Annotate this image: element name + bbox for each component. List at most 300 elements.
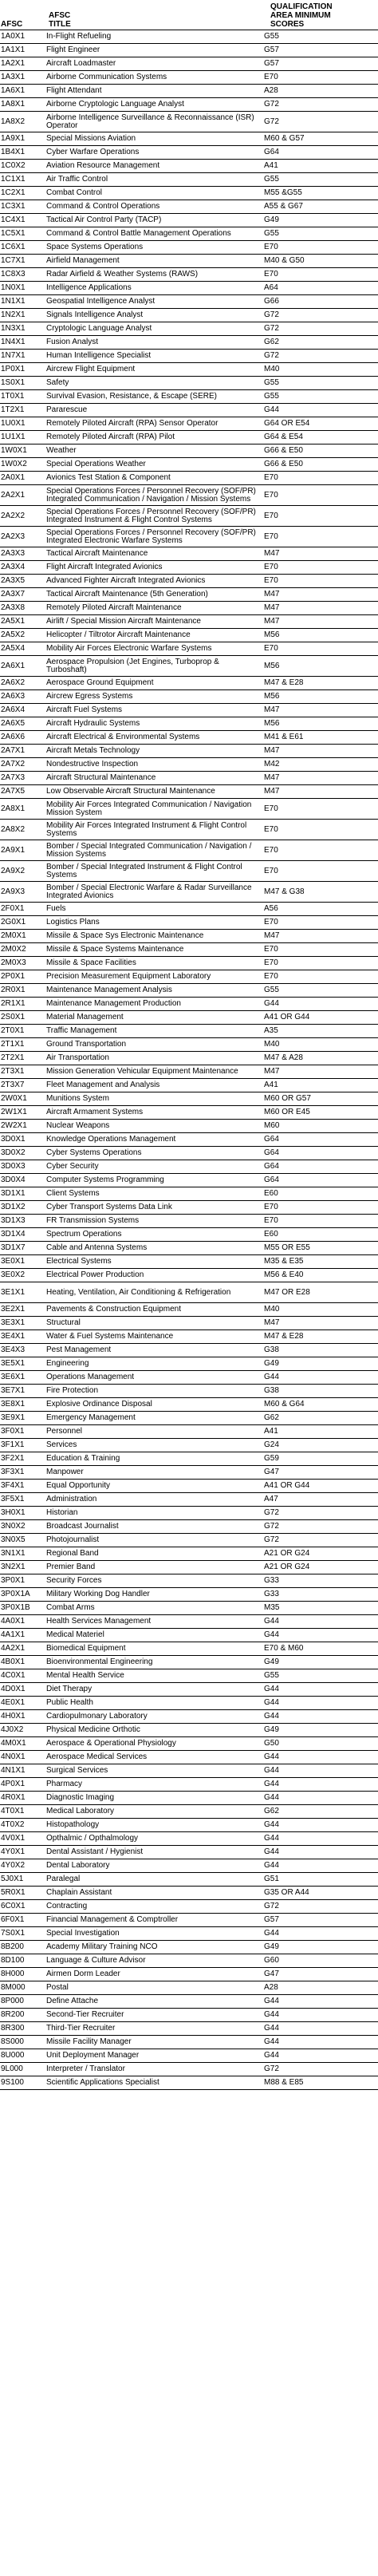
title-cell: Missile Facility Manager: [44, 2036, 262, 2049]
title-cell: Diet Therapy: [44, 1683, 262, 1697]
score-cell: G60: [262, 1954, 378, 1968]
table-row: [0, 820, 378, 840]
title-cell: Cyber Warfare Operations: [44, 146, 262, 160]
title-cell: Financial Management & Comptroller: [44, 1914, 262, 1927]
score-cell: G33: [262, 1574, 378, 1588]
score-cell: M47: [262, 547, 378, 561]
title-cell: Fleet Management and Analysis: [44, 1079, 262, 1092]
title-cell: Aircraft Hydraulic Systems: [44, 717, 262, 731]
afsc-cell: 9S100: [0, 2076, 44, 2090]
score-cell: E70: [262, 268, 378, 282]
table-row: [0, 561, 378, 575]
title-cell: Radar Airfield & Weather Systems (RAWS): [44, 268, 262, 282]
score-cell: M55 OR E55: [262, 1242, 378, 1255]
afsc-cell: 1T2X1: [0, 404, 44, 417]
afsc-cell: 3E4X1: [0, 1330, 44, 1344]
table-row: [0, 527, 378, 547]
table-row: [0, 1859, 378, 1873]
title-cell: Airfield Management: [44, 255, 262, 268]
table-row: [0, 1466, 378, 1480]
afsc-cell: 2W1X1: [0, 1106, 44, 1120]
afsc-cell: 4N1X1: [0, 1764, 44, 1778]
afsc-cell: 2A8X1: [0, 799, 44, 820]
afsc-cell: 2A6X4: [0, 704, 44, 717]
score-cell: G66 & E50: [262, 458, 378, 472]
afsc-cell: 1C3X1: [0, 200, 44, 214]
table-row: [0, 390, 378, 404]
score-cell: G50: [262, 1737, 378, 1751]
table-row: [0, 1954, 378, 1968]
title-cell: Command & Control Operations: [44, 200, 262, 214]
header-score-line1: QUALIFICATION: [270, 2, 333, 11]
title-cell: Bomber / Special Integrated Instrument & Flight Control Systems: [44, 861, 262, 882]
score-cell: A28: [262, 85, 378, 98]
title-cell: Safety: [44, 377, 262, 390]
title-cell: Mobility Air Forces Integrated Instrument & Flight Control Systems: [44, 820, 262, 840]
score-cell: A47: [262, 1493, 378, 1507]
table-row: [0, 187, 378, 200]
score-cell: A41 OR G44: [262, 1480, 378, 1493]
score-cell: G57: [262, 57, 378, 71]
afsc-cell: 3E9X1: [0, 1412, 44, 1425]
title-cell: Airborne Communication Systems: [44, 71, 262, 85]
title-cell: Postal: [44, 1981, 262, 1995]
table-row: [0, 1547, 378, 1561]
title-cell: Advanced Fighter Aircraft Integrated Avionics: [44, 575, 262, 588]
afsc-cell: 3E8X1: [0, 1398, 44, 1412]
score-cell: G62: [262, 1805, 378, 1819]
afsc-cell: 2A7X5: [0, 785, 44, 799]
afsc-cell: 2A6X1: [0, 656, 44, 677]
afsc-cell: 2A6X6: [0, 731, 44, 745]
afsc-cell: 6C0X1: [0, 1900, 44, 1914]
score-cell: M40: [262, 363, 378, 377]
title-cell: Missile & Space Sys Electronic Maintenance: [44, 930, 262, 943]
afsc-cell: 3F2X1: [0, 1452, 44, 1466]
title-cell: Command & Control Battle Management Operations: [44, 227, 262, 241]
title-cell: Material Management: [44, 1011, 262, 1025]
title-cell: Operations Management: [44, 1371, 262, 1385]
score-cell: E70: [262, 506, 378, 527]
title-cell: Special Operations Forces / Personnel Recovery (SOF/PR) Integrated Electronic Warfare Systems: [44, 527, 262, 547]
table-row: [0, 1317, 378, 1330]
table-row: [0, 1065, 378, 1079]
table-row: [0, 282, 378, 295]
score-cell: G72: [262, 322, 378, 336]
title-cell: Weather: [44, 444, 262, 458]
afsc-cell: 1A3X1: [0, 71, 44, 85]
table-row: [0, 984, 378, 998]
score-cell: M47: [262, 1065, 378, 1079]
title-cell: Tactical Aircraft Maintenance: [44, 547, 262, 561]
afsc-cell: 2A2X2: [0, 506, 44, 527]
table-row: [0, 1981, 378, 1995]
score-cell: E70: [262, 799, 378, 820]
table-row: [0, 1425, 378, 1439]
title-cell: Electrical Systems: [44, 1255, 262, 1269]
afsc-cell: 2A3X7: [0, 588, 44, 602]
table-row: [0, 970, 378, 984]
title-cell: Pharmacy: [44, 1778, 262, 1792]
afsc-cell: 4J0X2: [0, 1724, 44, 1737]
table-row: [0, 717, 378, 731]
score-cell: E60: [262, 1228, 378, 1242]
score-cell: M47: [262, 1317, 378, 1330]
title-cell: Academy Military Training NCO: [44, 1941, 262, 1954]
afsc-cell: 1C4X1: [0, 214, 44, 227]
score-cell: A21 OR G24: [262, 1547, 378, 1561]
score-cell: G38: [262, 1385, 378, 1398]
table-row: [0, 1344, 378, 1357]
title-cell: Education & Training: [44, 1452, 262, 1466]
table-row: [0, 1737, 378, 1751]
table-row: [0, 799, 378, 820]
afsc-cell: 9L000: [0, 2063, 44, 2076]
table-row: [0, 1520, 378, 1534]
title-cell: Electrical Power Production: [44, 1269, 262, 1282]
afsc-cell: 4Y0X2: [0, 1859, 44, 1873]
score-cell: G44: [262, 1751, 378, 1764]
title-cell: Mobility Air Forces Integrated Communication / Navigation Mission System: [44, 799, 262, 820]
title-cell: Aerospace Medical Services: [44, 1751, 262, 1764]
score-cell: E70: [262, 575, 378, 588]
afsc-cell: 3D0X2: [0, 1147, 44, 1160]
afsc-cell: 3E2X1: [0, 1303, 44, 1317]
afsc-cell: 3D0X3: [0, 1160, 44, 1174]
score-cell: G44: [262, 1846, 378, 1859]
title-cell: Knowledge Operations Management: [44, 1133, 262, 1147]
table-row: [0, 200, 378, 214]
table-row: [0, 1160, 378, 1174]
afsc-cell: 4N0X1: [0, 1751, 44, 1764]
title-cell: Special Missions Aviation: [44, 132, 262, 146]
score-cell: G64: [262, 1133, 378, 1147]
score-cell: G64 OR E54: [262, 417, 378, 431]
table-row: [0, 1303, 378, 1317]
table-row: [0, 2022, 378, 2036]
afsc-cell: 3D1X3: [0, 1215, 44, 1228]
table-row: [0, 1357, 378, 1371]
score-cell: G44: [262, 1371, 378, 1385]
title-cell: Cyber Security: [44, 1160, 262, 1174]
afsc-cell: 2M0X3: [0, 957, 44, 970]
afsc-cell: 2A2X1: [0, 485, 44, 506]
afsc-cell: 3D1X4: [0, 1228, 44, 1242]
afsc-cell: 1A2X1: [0, 57, 44, 71]
title-cell: Missile & Space Facilities: [44, 957, 262, 970]
table-row: [0, 785, 378, 799]
title-cell: Cryptologic Language Analyst: [44, 322, 262, 336]
table-row: [0, 1452, 378, 1466]
table-row: [0, 903, 378, 916]
score-cell: G47: [262, 1466, 378, 1480]
header-afsc-label: AFSC: [1, 20, 23, 29]
title-cell: Cardiopulmonary Laboratory: [44, 1710, 262, 1724]
table-row: [0, 1493, 378, 1507]
table-row: [0, 745, 378, 758]
table-header: [0, 0, 378, 30]
title-cell: Special Investigation: [44, 1927, 262, 1941]
table-row: [0, 1385, 378, 1398]
title-cell: Language & Culture Advisor: [44, 1954, 262, 1968]
score-cell: G44: [262, 998, 378, 1011]
score-cell: G64: [262, 1174, 378, 1187]
afsc-cell: 1A8X2: [0, 112, 44, 132]
title-cell: Mental Health Service: [44, 1669, 262, 1683]
table-row: [0, 547, 378, 561]
title-cell: Flight Engineer: [44, 44, 262, 57]
score-cell: G44: [262, 1764, 378, 1778]
afsc-cell: 8P000: [0, 1995, 44, 2009]
score-cell: G44: [262, 2036, 378, 2049]
afsc-cell: 4E0X1: [0, 1697, 44, 1710]
table-row: [0, 1174, 378, 1187]
table-row: [0, 1574, 378, 1588]
afsc-cell: 2P0X1: [0, 970, 44, 984]
afsc-cell: 1P0X1: [0, 363, 44, 377]
title-cell: Bioenvironmental Engineering: [44, 1656, 262, 1669]
title-cell: Emergency Management: [44, 1412, 262, 1425]
table-row: [0, 1724, 378, 1737]
score-cell: E60: [262, 1187, 378, 1201]
header-title: [44, 0, 262, 30]
table-row: [0, 1011, 378, 1025]
afsc-cell: 2T1X1: [0, 1038, 44, 1052]
table-row: [0, 1805, 378, 1819]
table-row: [0, 772, 378, 785]
title-cell: Diagnostic Imaging: [44, 1792, 262, 1805]
table-row: [0, 930, 378, 943]
table-row: [0, 1561, 378, 1574]
afsc-cell: 3E0X2: [0, 1269, 44, 1282]
afsc-cell: 4A1X1: [0, 1629, 44, 1642]
score-cell: M35: [262, 1602, 378, 1615]
afsc-cell: 8D100: [0, 1954, 44, 1968]
table-row: [0, 882, 378, 903]
table-row: [0, 1480, 378, 1493]
afsc-cell: 2A8X2: [0, 820, 44, 840]
score-cell: G44: [262, 1629, 378, 1642]
title-cell: Computer Systems Programming: [44, 1174, 262, 1187]
title-cell: Interpreter / Translator: [44, 2063, 262, 2076]
title-cell: Opthalmic / Opthalmology: [44, 1832, 262, 1846]
afsc-cell: 2A2X3: [0, 527, 44, 547]
score-cell: G72: [262, 1534, 378, 1547]
title-cell: Histopathology: [44, 1819, 262, 1832]
table-row: [0, 1941, 378, 1954]
table-row: [0, 146, 378, 160]
score-cell: M41 & E61: [262, 731, 378, 745]
table-row: [0, 588, 378, 602]
title-cell: Manpower: [44, 1466, 262, 1480]
score-cell: E70: [262, 943, 378, 957]
score-cell: G44: [262, 1697, 378, 1710]
table-row: [0, 615, 378, 629]
score-cell: M40 & G50: [262, 255, 378, 268]
table-row: [0, 2036, 378, 2049]
score-cell: G72: [262, 112, 378, 132]
title-cell: Security Forces: [44, 1574, 262, 1588]
score-cell: G49: [262, 1724, 378, 1737]
afsc-cell: 8S000: [0, 2036, 44, 2049]
table-row: [0, 1764, 378, 1778]
title-cell: Aerospace Ground Equipment: [44, 677, 262, 690]
afsc-cell: 3E5X1: [0, 1357, 44, 1371]
title-cell: Aviation Resource Management: [44, 160, 262, 173]
table-row: [0, 1052, 378, 1065]
table-row: [0, 1968, 378, 1981]
title-cell: Fire Protection: [44, 1385, 262, 1398]
title-cell: Air Transportation: [44, 1052, 262, 1065]
score-cell: G59: [262, 1452, 378, 1466]
score-cell: G35 OR A44: [262, 1887, 378, 1900]
score-cell: G47: [262, 1968, 378, 1981]
afsc-cell: 5J0X1: [0, 1873, 44, 1887]
title-cell: Biomedical Equipment: [44, 1642, 262, 1656]
table-row: [0, 1242, 378, 1255]
title-cell: Flight Aircraft Integrated Avionics: [44, 561, 262, 575]
table-row: [0, 377, 378, 390]
score-cell: M47: [262, 588, 378, 602]
score-cell: G44: [262, 2022, 378, 2036]
afsc-cell: 2S0X1: [0, 1011, 44, 1025]
table-row: [0, 677, 378, 690]
title-cell: Traffic Management: [44, 1025, 262, 1038]
title-cell: Munitions System: [44, 1092, 262, 1106]
table-row: [0, 57, 378, 71]
title-cell: Aerospace & Operational Physiology: [44, 1737, 262, 1751]
title-cell: Special Operations Weather: [44, 458, 262, 472]
title-cell: Chaplain Assistant: [44, 1887, 262, 1900]
score-cell: M60 OR G57: [262, 1092, 378, 1106]
title-cell: Military Working Dog Handler: [44, 1588, 262, 1602]
afsc-cell: 3P0X1: [0, 1574, 44, 1588]
score-cell: M55 &G55: [262, 187, 378, 200]
afsc-cell: 3E0X1: [0, 1255, 44, 1269]
afsc-cell: 1C7X1: [0, 255, 44, 268]
title-cell: Physical Medicine Orthotic: [44, 1724, 262, 1737]
table-row: [0, 112, 378, 132]
title-cell: Human Intelligence Specialist: [44, 350, 262, 363]
table-row: [0, 840, 378, 861]
table-row: [0, 943, 378, 957]
score-cell: E70: [262, 820, 378, 840]
table-row: [0, 2063, 378, 2076]
afsc-cell: 4T0X1: [0, 1805, 44, 1819]
table-row: [0, 1439, 378, 1452]
score-cell: G49: [262, 214, 378, 227]
score-cell: M56: [262, 690, 378, 704]
score-cell: G72: [262, 1520, 378, 1534]
title-cell: Special Operations Forces / Personnel Recovery (SOF/PR) Integrated Communication / Navigation / Mission Systems: [44, 485, 262, 506]
afsc-cell: 3D1X1: [0, 1187, 44, 1201]
afsc-cell: 3E7X1: [0, 1385, 44, 1398]
title-cell: Second-Tier Recruiter: [44, 2009, 262, 2022]
table-row: [0, 227, 378, 241]
afsc-cell: 2W2X1: [0, 1120, 44, 1133]
afsc-cell: 3F5X1: [0, 1493, 44, 1507]
table-row: [0, 861, 378, 882]
score-cell: G57: [262, 1914, 378, 1927]
title-cell: Bomber / Special Integrated Communication / Navigation / Mission Systems: [44, 840, 262, 861]
title-cell: Logistics Plans: [44, 916, 262, 930]
score-cell: M42: [262, 758, 378, 772]
afsc-cell: 2A0X1: [0, 472, 44, 485]
title-cell: Nuclear Weapons: [44, 1120, 262, 1133]
score-cell: G49: [262, 1357, 378, 1371]
table-row: [0, 1832, 378, 1846]
afsc-cell: 4Y0X1: [0, 1846, 44, 1859]
score-cell: G44: [262, 1683, 378, 1697]
title-cell: Airlift / Special Mission Aircraft Maintenance: [44, 615, 262, 629]
table-row: [0, 506, 378, 527]
title-cell: Remotely Piloted Aircraft Maintenance: [44, 602, 262, 615]
table-row: [0, 704, 378, 717]
table-row: [0, 2049, 378, 2063]
afsc-cell: 3F4X1: [0, 1480, 44, 1493]
table-row: [0, 1371, 378, 1385]
table-row: [0, 214, 378, 227]
table-row: [0, 160, 378, 173]
title-cell: Services: [44, 1439, 262, 1452]
title-cell: Avionics Test Station & Component: [44, 472, 262, 485]
afsc-cell: 2T3X1: [0, 1065, 44, 1079]
table-row: [0, 98, 378, 112]
table-row: [0, 1697, 378, 1710]
afsc-cell: 4D0X1: [0, 1683, 44, 1697]
score-cell: G55: [262, 227, 378, 241]
afsc-cell: 2A5X2: [0, 629, 44, 642]
table-row: [0, 241, 378, 255]
table-row: [0, 1846, 378, 1859]
title-cell: Tactical Aircraft Maintenance (5th Generation): [44, 588, 262, 602]
table-row: [0, 1106, 378, 1120]
score-cell: G64 & E54: [262, 431, 378, 444]
title-cell: Helicopter / Tiltrotor Aircraft Maintenance: [44, 629, 262, 642]
table-row: [0, 575, 378, 588]
title-cell: Airborne Intelligence Surveillance & Reconnaissance (ISR) Operator: [44, 112, 262, 132]
afsc-cell: 8U000: [0, 2049, 44, 2063]
score-cell: A41: [262, 1425, 378, 1439]
score-cell: G62: [262, 1412, 378, 1425]
score-cell: A56: [262, 903, 378, 916]
title-cell: Missile & Space Systems Maintenance: [44, 943, 262, 957]
title-cell: Premier Band: [44, 1561, 262, 1574]
afsc-cell: 3E3X1: [0, 1317, 44, 1330]
table-row: [0, 1228, 378, 1242]
score-cell: M56: [262, 629, 378, 642]
title-cell: Fusion Analyst: [44, 336, 262, 350]
afsc-cell: 7S0X1: [0, 1927, 44, 1941]
score-cell: G57: [262, 44, 378, 57]
header-title-line1: AFSC: [49, 11, 71, 20]
title-cell: Aircraft Structural Maintenance: [44, 772, 262, 785]
table-row: [0, 1255, 378, 1269]
header-title-line2: TITLE: [49, 20, 71, 29]
score-cell: E70: [262, 527, 378, 547]
title-cell: Pavements & Construction Equipment: [44, 1303, 262, 1317]
score-cell: G72: [262, 350, 378, 363]
score-cell: M88 & E85: [262, 2076, 378, 2090]
header-score: [262, 0, 378, 30]
score-cell: G49: [262, 1941, 378, 1954]
afsc-cell: 4B0X1: [0, 1656, 44, 1669]
title-cell: Structural: [44, 1317, 262, 1330]
table-row: [0, 458, 378, 472]
title-cell: Regional Band: [44, 1547, 262, 1561]
table-row: [0, 485, 378, 506]
score-cell: G72: [262, 309, 378, 322]
